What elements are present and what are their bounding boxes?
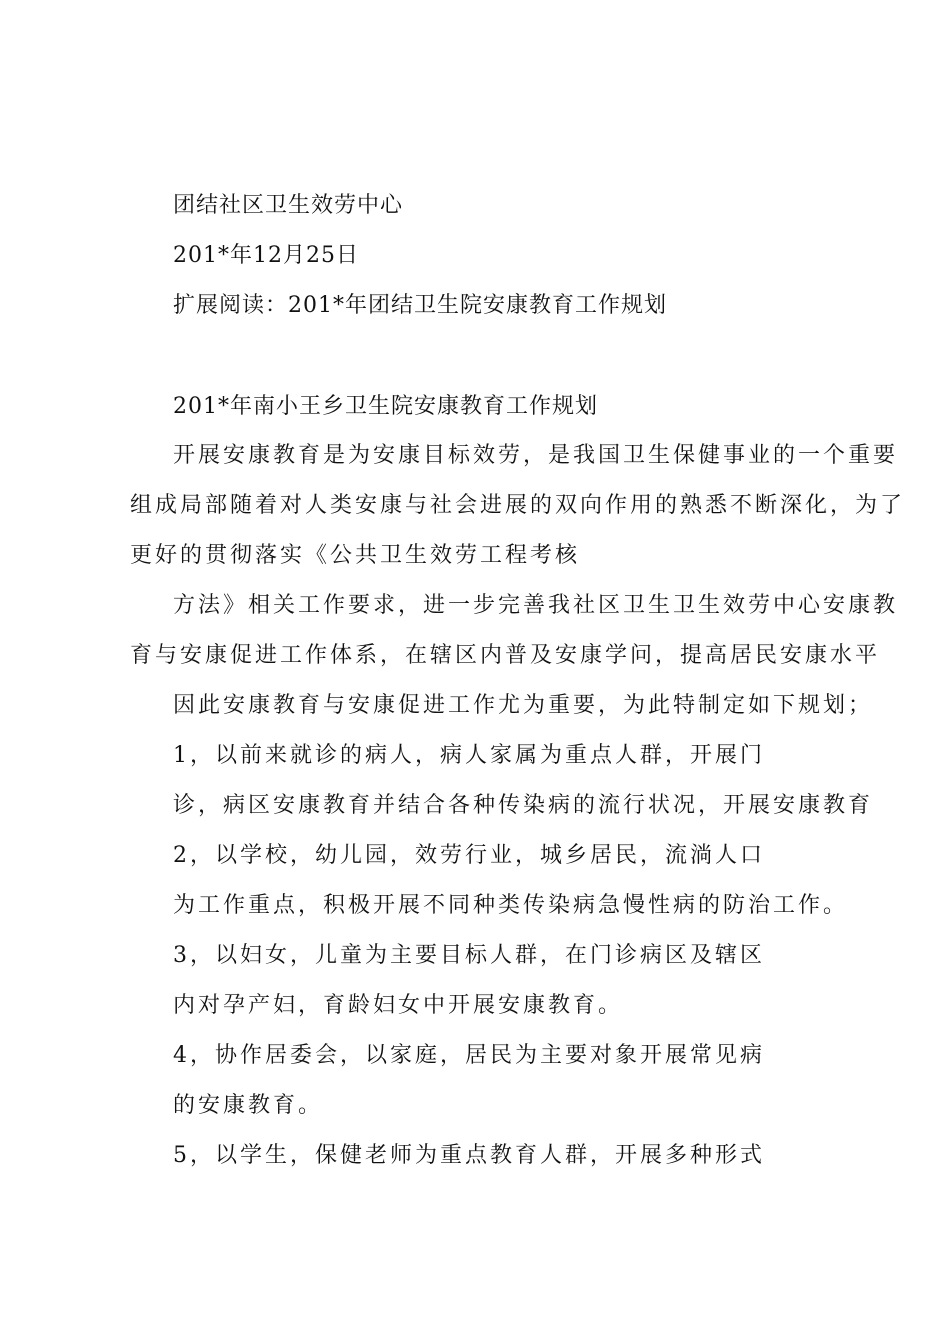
paragraph-line: 更好的贯彻落实《公共卫生效劳工程考核 [130, 543, 581, 568]
list-item-2: 2，以学校，幼儿园，效劳行业，城乡居民，流淌人口 [173, 843, 765, 868]
list-item-2-cont: 为工作重点，积极开展不同种类传染病急慢性病的防治工作。 [173, 893, 849, 918]
list-item-1: 1，以前来就诊的病人，病人家属为重点人群，开展门 [173, 743, 765, 768]
list-item-3-cont: 内对孕产妇，育龄妇女中开展安康教育。 [173, 993, 624, 1018]
paragraph-line: 育与安康促进工作体系，在辖区内普及安康学问，提高居民安康水平 [130, 643, 881, 668]
list-item-5: 5，以学生，保健老师为重点教育人群，开展多种形式 [173, 1143, 765, 1168]
list-item-1-cont: 诊，病区安康教育并结合各种传染病的流行状况，开展安康教育 [173, 793, 874, 818]
paragraph-line: 因此安康教育与安康促进工作尤为重要，为此特制定如下规划； [173, 693, 874, 718]
signature-organization: 团结社区卫生效劳中心 [173, 193, 404, 218]
paragraph-line: 开展安康教育是为安康目标效劳，是我国卫生保健事业的一个重要 [173, 443, 899, 468]
list-item-3: 3，以妇女，儿童为主要目标人群，在门诊病区及辖区 [173, 943, 765, 968]
plan-title: 201*年南小王乡卫生院安康教育工作规划 [173, 394, 598, 419]
signature-date: 201*年12月25日 [173, 243, 359, 268]
extended-reading-title: 扩展阅读：201*年团结卫生院安康教育工作规划 [173, 293, 667, 318]
paragraph-line: 方法》相关工作要求，进一步完善我社区卫生卫生效劳中心安康教 [173, 593, 899, 618]
list-item-4-cont: 的安康教育。 [173, 1093, 324, 1118]
paragraph-line: 组成局部随着对人类安康与社会进展的双向作用的熟悉不断深化，为了 [130, 493, 906, 518]
list-item-4: 4，协作居委会，以家庭，居民为主要对象开展常见病 [173, 1043, 765, 1068]
